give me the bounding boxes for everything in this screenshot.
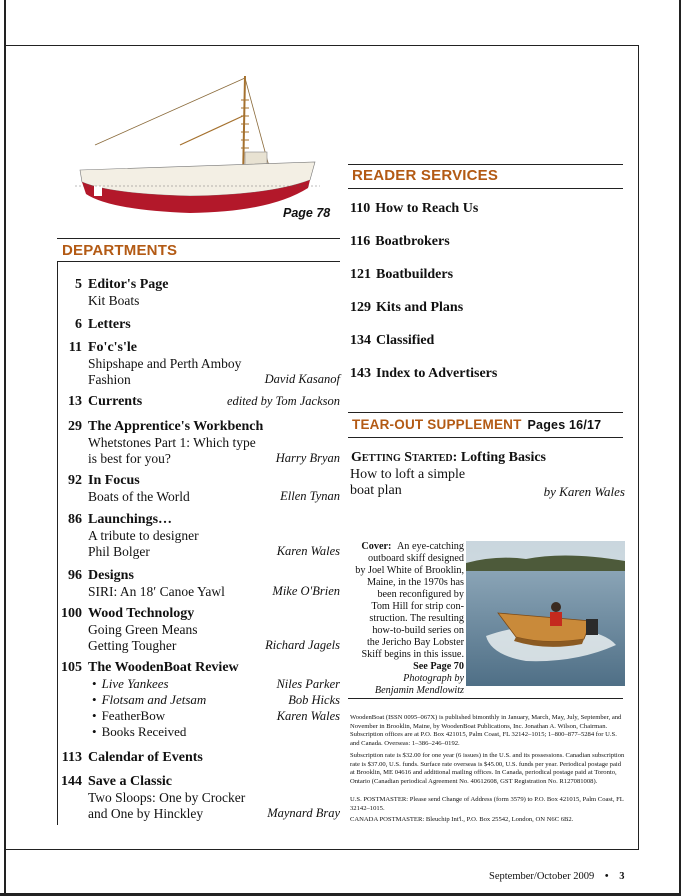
reader-service-title: Kits and Plans xyxy=(376,300,464,315)
department-author: Maynard Bray xyxy=(267,805,340,820)
department-subtitle xyxy=(88,489,340,505)
department-subtitle-text: Kit Boats xyxy=(88,293,140,308)
supplement-sub-line-1: How to loft a simple xyxy=(350,467,466,482)
reader-service-page-number: 116 xyxy=(350,234,371,249)
department-author: David Kasanof xyxy=(264,371,340,386)
cover-caption-line: Skiff begins in this issue. xyxy=(361,649,464,660)
department-page-number: 105 xyxy=(61,660,82,675)
department-page-number: 5 xyxy=(75,277,82,292)
department-title xyxy=(60,276,340,293)
department-title-text: Calendar of Events xyxy=(88,750,203,765)
reader-service-page-number: 143 xyxy=(350,366,371,381)
review-author: Niles Parker xyxy=(276,677,340,691)
department-title xyxy=(60,316,340,333)
department-subtitle-text: Boats of the World xyxy=(88,489,190,504)
department-item xyxy=(60,316,340,333)
department-subtitle-text: Getting Tougher xyxy=(88,637,177,653)
reader-service-page-number: 129 xyxy=(350,300,371,315)
reader-service-title: Boatbuilders xyxy=(376,267,454,282)
department-author: Karen Wales xyxy=(276,543,340,558)
reader-service-item xyxy=(350,333,434,349)
department-title-text: Save a Classic xyxy=(88,774,172,789)
review-title: FeatherBow xyxy=(101,708,166,723)
departments-header-rule xyxy=(57,261,340,262)
department-subtitle-text: is best for you? xyxy=(88,450,171,466)
departments-left-rule xyxy=(57,261,58,825)
cover-caption-line: Tom Hill for strip con- xyxy=(371,601,464,612)
department-title-text: In Focus xyxy=(88,473,140,488)
supplement-sub xyxy=(350,467,465,499)
department-title xyxy=(60,511,340,528)
review-item xyxy=(92,708,340,724)
cover-caption xyxy=(350,541,464,697)
supplement-sub-line-2: boat plan xyxy=(350,483,402,498)
department-subtitle xyxy=(88,293,340,309)
review-title: Books Received xyxy=(101,724,187,739)
department-title-text: Currents xyxy=(88,394,143,409)
department-page-number: 92 xyxy=(68,473,82,488)
reader-service-title: Boatbrokers xyxy=(375,234,450,249)
department-subtitle-text: Two Sloops: One by Crocker xyxy=(88,790,246,805)
department-page-number: 96 xyxy=(68,568,82,583)
department-subtitle xyxy=(88,451,340,467)
reader-service-page-number: 110 xyxy=(350,201,371,216)
rudder-mark xyxy=(94,186,102,196)
department-author: Richard Jagels xyxy=(265,637,340,652)
review-author: Bob Hicks xyxy=(288,693,340,707)
boat-illustration xyxy=(70,70,340,220)
department-title-text: Editor's Page xyxy=(88,277,169,292)
department-page-number: 11 xyxy=(68,340,82,355)
department-title xyxy=(60,773,340,790)
supplement-title xyxy=(351,450,546,466)
department-title xyxy=(60,567,340,584)
page-number: 3 xyxy=(619,871,625,882)
department-subtitle-text: Fashion xyxy=(88,371,131,387)
fine-print-top-rule xyxy=(348,698,623,699)
cover-photo-credit: Photograph by xyxy=(403,673,464,684)
cover-caption-line: struction. The resulting xyxy=(369,613,464,624)
fine-print-4: CANADA POSTMASTER: Bleuchip Int'l., P.O. Box 25542, London, ON N6C 6B2. xyxy=(350,816,574,823)
department-title-text: Letters xyxy=(88,317,131,332)
review-item xyxy=(92,724,340,740)
supplement-topic: Lofting Basics xyxy=(460,450,547,465)
department-page-number: 113 xyxy=(61,750,82,765)
page-frame-left xyxy=(4,0,6,893)
reader-service-item xyxy=(350,234,450,250)
department-title xyxy=(60,339,340,356)
reader-services-top-rule xyxy=(348,164,623,165)
cover-see-page: See Page 70 xyxy=(413,661,464,672)
department-page-number: 29 xyxy=(68,419,82,434)
department-item xyxy=(60,773,340,821)
cover-caption-line: been reconfigured by xyxy=(377,589,464,600)
fore-stay xyxy=(95,78,245,145)
fine-print-3-text: U.S. POSTMASTER: Please send Change of Address (form 3579) to P.O. Box 421015, Palm Coast, FL 32142–1015. xyxy=(350,796,624,812)
department-page-number: 86 xyxy=(68,512,82,527)
department-item xyxy=(60,605,340,653)
cover-caption-line: An eye-catching xyxy=(396,541,464,552)
departments-top-rule xyxy=(57,238,340,239)
photo-person-shirt xyxy=(550,612,562,626)
cover-caption-line: by Joel White of Brooklin, xyxy=(355,565,464,576)
department-item xyxy=(60,659,340,740)
department-subtitle xyxy=(88,435,340,451)
cover-caption-line: the Jericho Bay Lobster xyxy=(366,637,464,648)
department-subtitle xyxy=(88,638,340,654)
cover-art-page-ref: Page 78 xyxy=(283,206,331,220)
review-bullet: • xyxy=(92,692,97,707)
department-page-number: 100 xyxy=(61,606,82,621)
department-title xyxy=(60,659,340,676)
right-column-rule xyxy=(638,45,639,850)
reader-services-header-rule xyxy=(348,188,623,189)
reader-service-item xyxy=(350,300,463,316)
department-item xyxy=(60,749,340,766)
supplement-series: Getting Started: xyxy=(351,450,458,465)
review-bullet: • xyxy=(92,724,97,739)
footer xyxy=(489,871,624,882)
photo-person-head xyxy=(551,602,561,612)
department-title-text: Launchings… xyxy=(88,512,173,527)
department-item xyxy=(60,418,340,466)
supplement-author: by Karen Wales xyxy=(543,484,625,499)
review-title: Flotsam and Jetsam xyxy=(101,692,207,707)
supplement-header: TEAR-OUT SUPPLEMENT xyxy=(352,417,522,432)
department-title xyxy=(60,605,340,622)
department-subtitle xyxy=(88,584,340,600)
department-title-text: Wood Technology xyxy=(88,606,195,621)
departments-header: DEPARTMENTS xyxy=(62,242,178,259)
supplement-pages: Pages 16/17 xyxy=(527,418,602,432)
reader-service-page-number: 134 xyxy=(350,333,371,348)
department-title-text: Designs xyxy=(88,568,134,583)
fine-print-1: WoodenBoat (ISSN 0095–067X) is published bimonthly in January, March, May, July, September, and November in Brooklin, Maine, by WoodenBoat Publications, Inc. Jonathan A. Wilson, Chairman. Subscription offices are at P.O. Box 421015, Palm Coast, FL 32142–1015; 1–800–877–5284 for U.S. and Canada. Overseas: 1–386–246–0192. xyxy=(350,714,622,747)
review-author: Karen Wales xyxy=(276,709,340,723)
supplement-header-rule xyxy=(348,437,623,438)
department-author: Harry Bryan xyxy=(275,450,340,465)
department-subtitle-text: Shipshape and Perth Amboy xyxy=(88,356,242,371)
department-page-number: 6 xyxy=(75,317,82,332)
department-subtitle-text: and One by Hinckley xyxy=(88,805,204,821)
reader-service-title: How to Reach Us xyxy=(375,201,479,216)
department-item xyxy=(60,276,340,309)
department-page-number: 144 xyxy=(61,774,82,789)
review-item xyxy=(92,692,340,708)
fine-print-2: Subscription rate is $32.00 for one year (6 issues) in the U.S. and its possessions. Canadian subscription rate is $37.00, U.S. funds. Surface rate overseas is $45.00, U.S. funds per year. Periodical postage paid at Brooklin, ME 04616 and additional mailing offices. In Canada, periodical postage paid at Toronto, Ontario (Canadian periodical Agreement No. 40612608, GST Registration No. R127081008). xyxy=(350,752,625,785)
reader-services-header: READER SERVICES xyxy=(352,167,499,184)
cover-caption-line: outboard skiff designed xyxy=(367,553,464,564)
department-subtitle xyxy=(88,372,340,388)
department-subtitle xyxy=(88,622,340,638)
reader-service-title: Classified xyxy=(376,333,435,348)
department-subtitle xyxy=(88,544,340,560)
department-title-text: The WoodenBoat Review xyxy=(88,660,239,675)
review-bullet: • xyxy=(92,676,97,691)
photo-outboard xyxy=(586,619,598,635)
boom xyxy=(180,115,245,145)
cover-photo-credit: Benjamin Mendlowitz xyxy=(374,685,464,696)
cover-caption-line: Maine, in the 1970s has xyxy=(366,577,464,588)
fine-print-3 xyxy=(350,796,625,813)
reader-service-item xyxy=(350,366,497,382)
footer-date: September/October 2009 xyxy=(489,871,595,882)
supplement-top-rule xyxy=(348,412,623,413)
department-item xyxy=(60,511,340,559)
department-title xyxy=(60,749,340,766)
review-title: Live Yankees xyxy=(101,676,169,691)
top-rule xyxy=(6,45,638,46)
department-author: Mike O'Brien xyxy=(272,584,340,598)
review-bullet: • xyxy=(92,708,97,723)
cover-caption-line: how-to-build series on xyxy=(372,625,464,636)
department-subtitle-text: Whetstones Part 1: Which type xyxy=(88,435,256,450)
department-subtitle-text: SIRI: An 18′ Canoe Yawl xyxy=(88,584,225,599)
footer-separator: • xyxy=(604,871,609,882)
department-author: Ellen Tynan xyxy=(280,489,340,503)
department-author: edited by Tom Jackson xyxy=(226,394,340,408)
reader-service-item xyxy=(350,201,478,217)
department-title xyxy=(60,418,340,435)
bottom-rule xyxy=(6,849,639,850)
reader-service-page-number: 121 xyxy=(350,267,371,282)
department-item xyxy=(60,472,340,505)
cover-photo xyxy=(466,541,625,686)
department-subtitle xyxy=(88,806,340,822)
department-item xyxy=(60,393,340,410)
supplement-header-row xyxy=(352,417,601,432)
department-subtitle xyxy=(88,790,340,806)
department-title-text: The Apprentice's Workbench xyxy=(88,419,264,434)
review-item xyxy=(92,676,340,692)
department-title xyxy=(60,472,340,489)
cover-label: Cover: xyxy=(361,541,392,552)
reader-service-item xyxy=(350,267,453,283)
department-subtitle-text: Going Green Means xyxy=(88,622,198,637)
department-item xyxy=(60,339,340,387)
department-subtitle xyxy=(88,356,340,372)
department-subtitle-text: Phil Bolger xyxy=(88,543,150,559)
reader-service-title: Index to Advertisers xyxy=(376,366,498,381)
department-item xyxy=(60,567,340,600)
department-subtitle xyxy=(88,528,340,544)
department-page-number: 13 xyxy=(68,394,82,409)
department-title-text: Fo'c's'le xyxy=(88,340,137,355)
department-subtitle-text: A tribute to designer xyxy=(88,528,199,543)
